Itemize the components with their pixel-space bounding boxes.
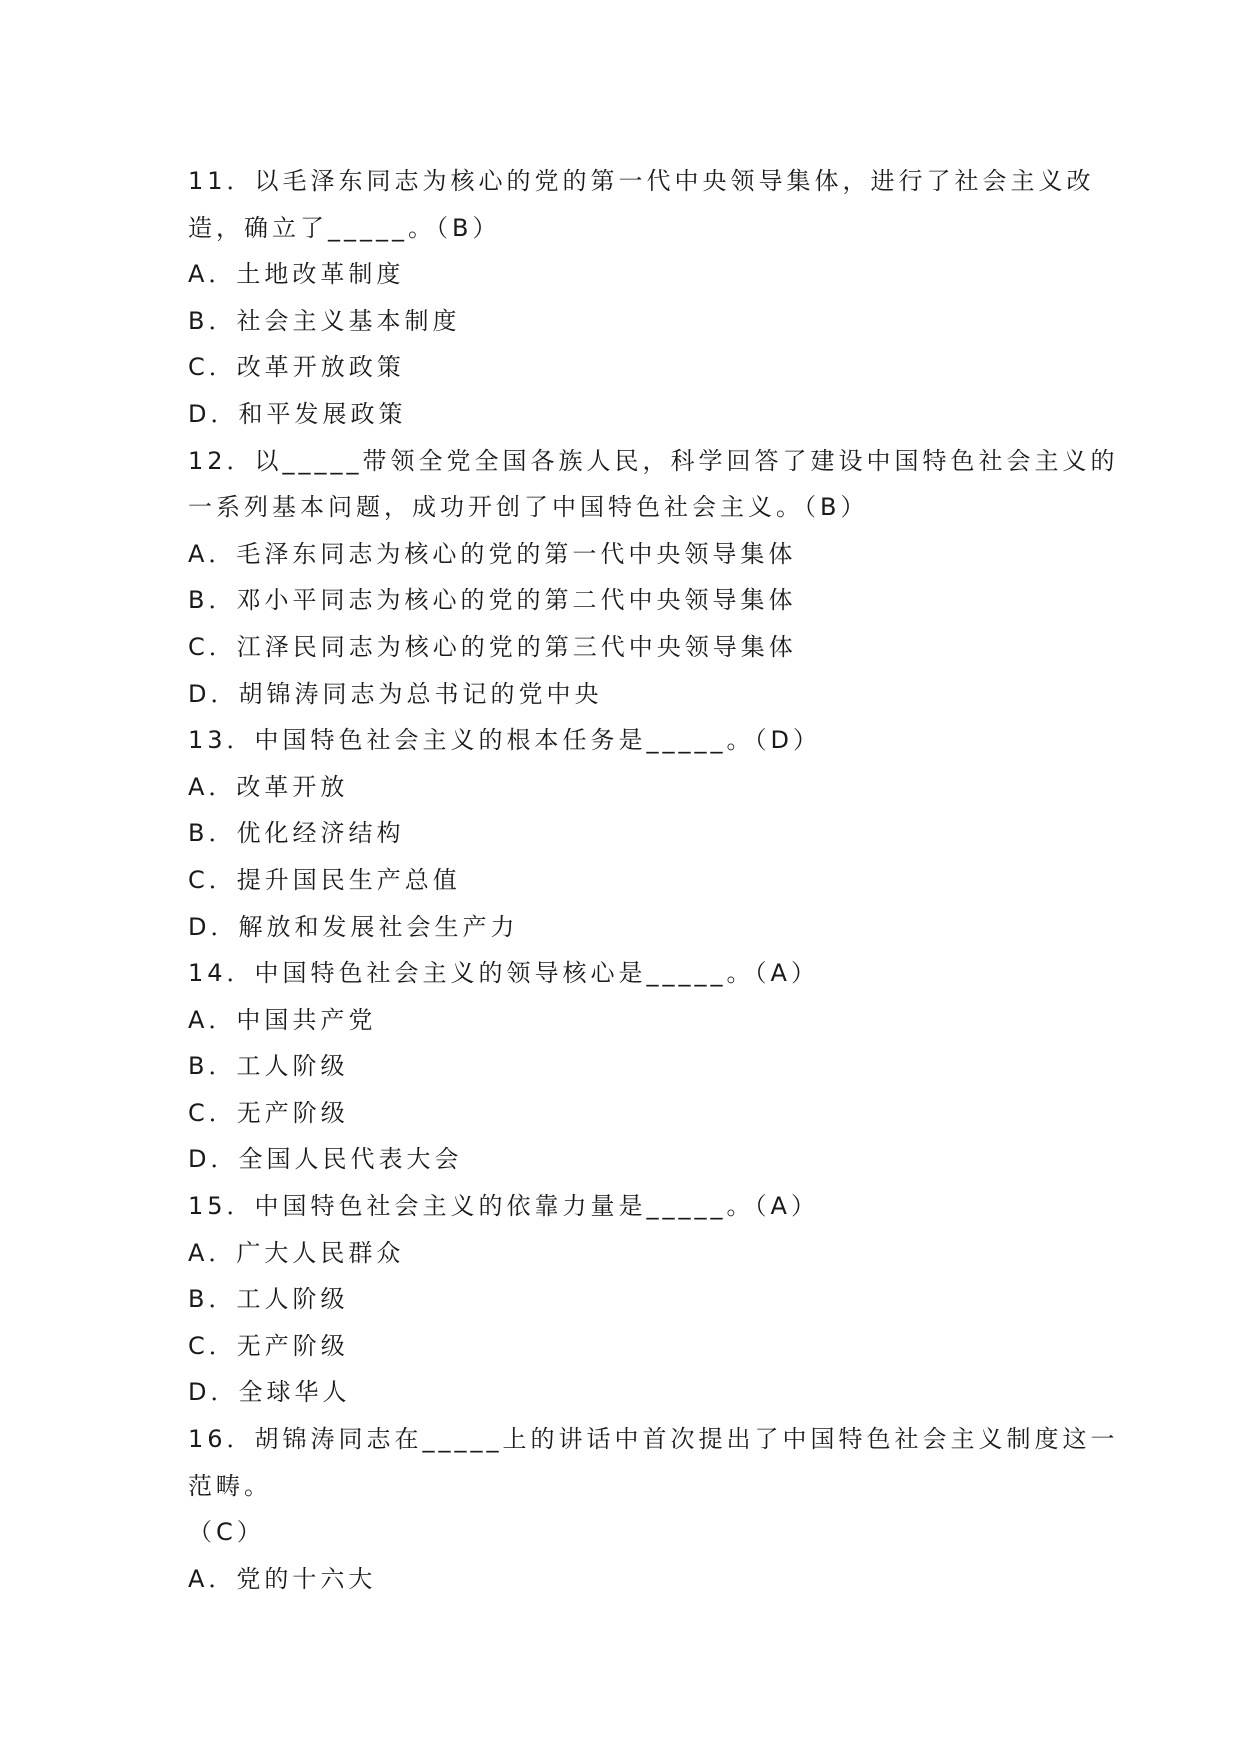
question-text-block (188, 158, 1119, 1602)
text-line: （C） (188, 1518, 265, 1547)
text-line: B．优化经济结构 (188, 819, 405, 848)
text-line: 16．胡锦涛同志在_____上的讲话中首次提出了中国特色社会主义制度这一 (188, 1425, 1119, 1454)
text-line: 12．以_____带领全党全国各族人民，科学回答了建设中国特色社会主义的 (188, 446, 1119, 475)
text-line: A．毛泽东同志为核心的党的第一代中央领导集体 (188, 539, 797, 568)
text-line: D．全球华人 (188, 1378, 351, 1407)
text-line: B．工人阶级 (188, 1285, 349, 1314)
text-line: 11．以毛泽东同志为核心的党的第一代中央领导集体，进行了社会主义改 (188, 167, 1095, 195)
text-line: B．社会主义基本制度 (188, 306, 461, 335)
text-line: C．无产阶级 (188, 1098, 349, 1127)
text-line: 15．中国特色社会主义的依靠力量是_____。（A） (188, 1192, 819, 1221)
text-line: A．党的十六大 (188, 1564, 377, 1593)
text-line: C．改革开放政策 (188, 353, 405, 382)
text-line: 13．中国特色社会主义的根本任务是_____。（D） (188, 726, 822, 755)
text-line: 一系列基本问题，成功开创了中国特色社会主义。（B） (188, 493, 869, 522)
text-line: 造，确立了_____。（B） (188, 213, 501, 242)
text-line: A．土地改革制度 (188, 260, 405, 289)
text-line: B．工人阶级 (188, 1052, 349, 1081)
text-line: C．江泽民同志为核心的党的第三代中央领导集体 (188, 632, 797, 661)
text-line: B．邓小平同志为核心的党的第二代中央领导集体 (188, 586, 797, 615)
text-line: A．广大人民群众 (188, 1238, 405, 1267)
text-line: 范畴。 (188, 1471, 272, 1500)
text-line: A．中国共产党 (188, 1005, 377, 1034)
text-line: 14．中国特色社会主义的领导核心是_____。（A） (188, 959, 819, 988)
text-line: C．无产阶级 (188, 1331, 349, 1360)
text-line: D．全国人民代表大会 (188, 1145, 463, 1174)
text-line: D．和平发展政策 (188, 399, 407, 428)
text-line: D．胡锦涛同志为总书记的党中央 (188, 679, 603, 708)
text-line: A．改革开放 (188, 772, 349, 801)
text-line: D．解放和发展社会生产力 (188, 912, 519, 941)
text-line: C．提升国民生产总值 (188, 865, 461, 894)
